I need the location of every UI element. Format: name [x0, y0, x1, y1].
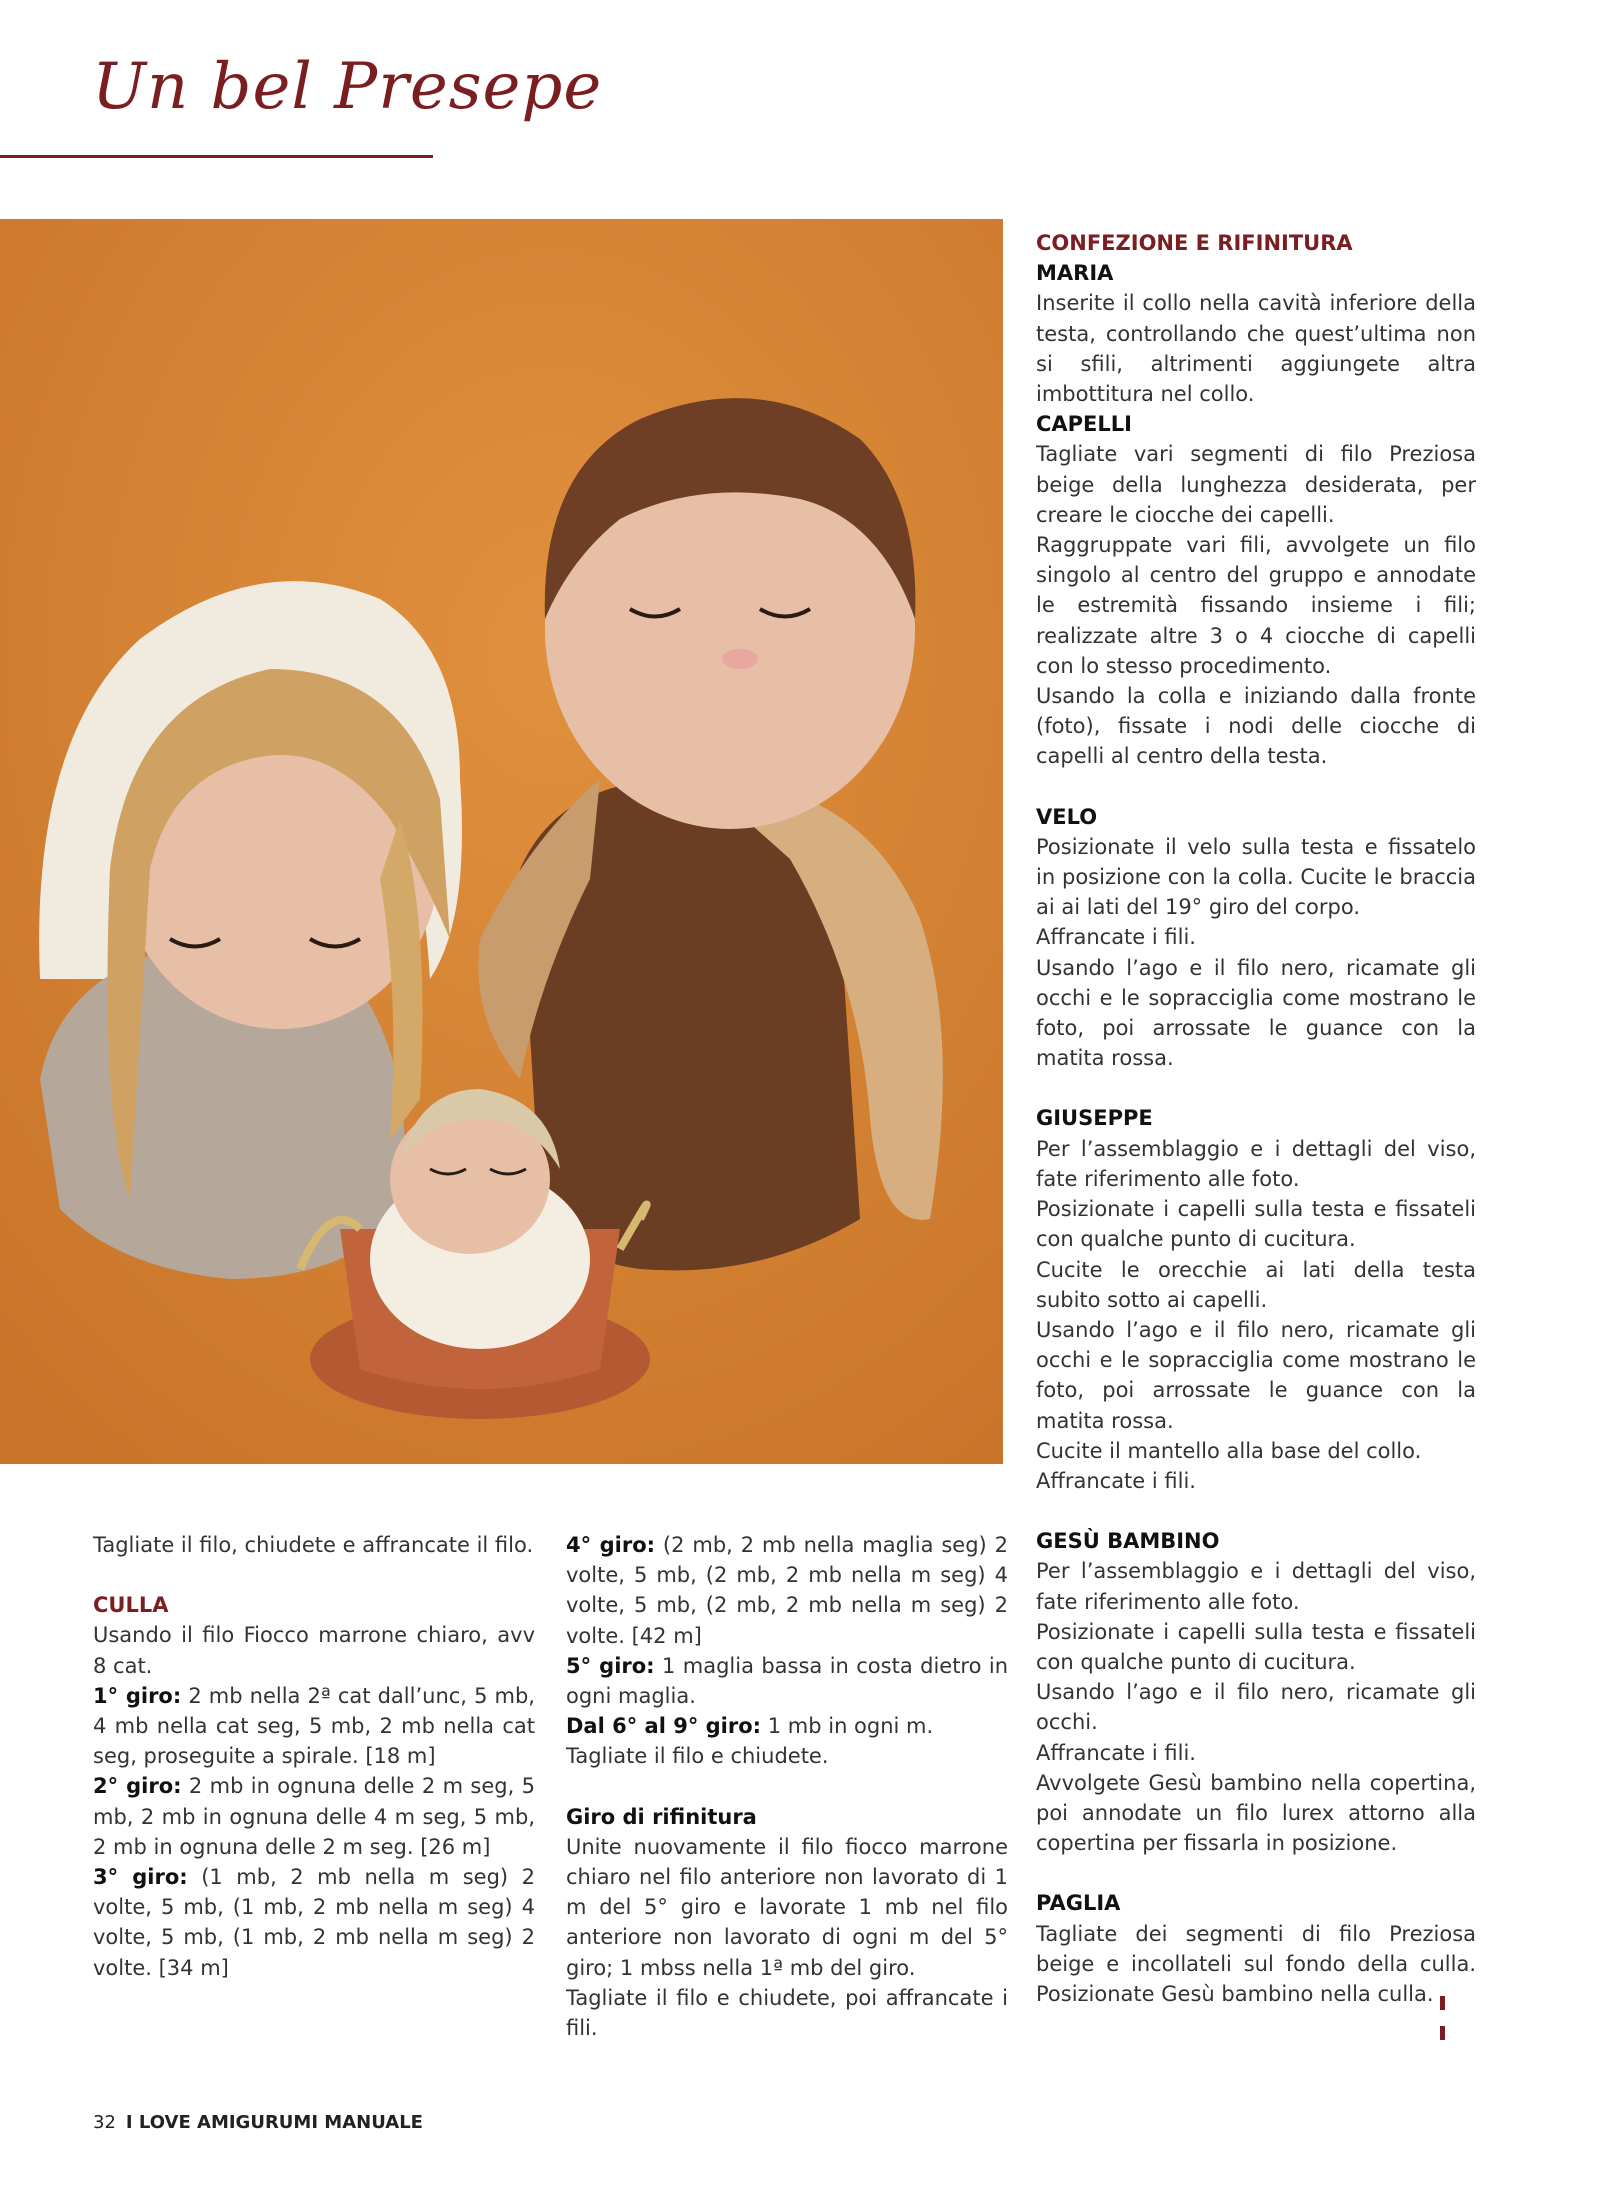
paglia-text: Tagliate dei segmenti di filo Preziosa beige e incollateli sul fondo della culla. Posizionate Gesù bambino nella culla.	[1036, 1921, 1476, 2006]
giuseppe-p1: Per l’assemblaggio e i dettagli del viso, fate riferimento alle foto.	[1036, 1136, 1476, 1191]
giuseppe-p3: Cucite le orecchie ai lati della testa subito sotto ai capelli.	[1036, 1257, 1476, 1312]
giro4-text: (2 mb, 2 mb nella maglia seg) 2 volte, 5 mb, (2 mb, 2 mb nella m seg) 4 volte, 5 mb, (2 mb, 2 mb nella m seg) 2 volte. [42 m]	[566, 1533, 1008, 1648]
capelli-heading: CAPELLI	[1036, 412, 1132, 437]
rifinitura-text: Unite nuovamente il filo fiocco marrone chiaro nel filo anteriore non lavorato di 1 m del 5° giro e lavorate 1 mb nel filo anteriore non lavorato di ogni m del 5° giro; 1 mbss nella 1ª mb del giro.	[566, 1834, 1008, 1980]
giro5-text: 1 maglia bassa in costa dietro in ogni maglia.	[566, 1653, 1008, 1709]
culla-heading: CULLA	[93, 1593, 169, 1618]
giro3-paragraph	[93, 1862, 535, 1983]
giuseppe-p4: Usando l’ago e il filo nero, ricamate gli occhi e le sopracciglia come mostrano le foto, poi arrossate le guance con la matita rossa.	[1036, 1317, 1476, 1433]
giuseppe-p6: Affrancate i fili.	[1036, 1468, 1196, 1493]
giro4-label: 4° giro:	[566, 1533, 656, 1557]
giro5-paragraph	[566, 1651, 1008, 1711]
velo-p3: Usando l’ago e il filo nero, ricamate gli occhi e le sopracciglia come mostrano le foto, poi arrossate le guance con la matita rossa.	[1036, 955, 1476, 1071]
maria-text: Inserite il collo nella cavità inferiore della testa, controllando che quest’ultima non si sfili, altrimenti aggiungete altra imbottitura nel collo.	[1036, 291, 1476, 407]
capelli-p1: Tagliate vari segmenti di filo Preziosa beige della lunghezza desiderata, per creare le ciocche dei capelli.	[1036, 442, 1476, 527]
giro2-label: 2° giro:	[93, 1774, 182, 1799]
right-column	[1036, 228, 1476, 2009]
giro6-text: 1 mb in ogni m.	[761, 1714, 934, 1739]
gesu-heading: GESÙ BAMBINO	[1036, 1529, 1220, 1554]
giro4-paragraph	[566, 1530, 1008, 1651]
giro5-label: 5° giro:	[566, 1653, 655, 1678]
nativity-illustration-icon	[0, 219, 1003, 1464]
culla-text: Usando il filo Fiocco marrone chiaro, avv 8 cat.	[93, 1623, 535, 1678]
title-underline	[0, 155, 433, 158]
gesu-p3: Usando l’ago e il filo nero, ricamate gli occhi.	[1036, 1680, 1476, 1735]
giro3-label: 3° giro:	[93, 1865, 188, 1890]
gesu-p4: Affrancate i fili.	[1036, 1740, 1196, 1765]
capelli-p3: Usando la colla e iniziando dalla fronte (foto), fissate i nodi delle ciocche di capelli al centro della testa.	[1036, 684, 1476, 769]
maria-heading: MARIA	[1036, 261, 1114, 286]
giro6-paragraph	[566, 1711, 1008, 1741]
gesu-p1: Per l’assemblaggio e i dettagli del viso, fate riferimento alle foto.	[1036, 1559, 1476, 1614]
nativity-photo	[0, 219, 1003, 1464]
velo-heading: VELO	[1036, 804, 1098, 829]
giro2-paragraph	[93, 1771, 535, 1862]
page-title: Un bel Presepe	[92, 50, 603, 124]
gesu-p2: Posizionate i capelli sulla testa e fissateli con qualche punto di cucitura.	[1036, 1619, 1476, 1674]
gesu-p5: Avvolgete Gesù bambino nella copertina, poi annodate un filo lurex attorno alla copertina per fissarla in posizione.	[1036, 1770, 1476, 1856]
section-title: CONFEZIONE E RIFINITURA	[1036, 231, 1353, 255]
giro1-paragraph	[93, 1681, 535, 1772]
publication-name: I LOVE AMIGURUMI MANUALE	[125, 2112, 423, 2133]
left-column	[93, 1530, 535, 1983]
capelli-p2: Raggruppate vari fili, avvolgete un filo singolo al centro del gruppo e annodate le estremità fissando insieme i fili; realizzate altre 3 o 4 ciocche di capelli con lo stesso procedimento.	[1036, 533, 1476, 678]
middle-column	[566, 1530, 1008, 2043]
giro2-text: 2 mb in ognuna delle 2 m seg, 5 mb, 2 mb in ognuna delle 4 m seg, 5 mb, 2 mb in ognuna delle 2 m seg. [26 m]	[93, 1774, 535, 1859]
giro1-text: 2 mb nella 2ª cat dall’unc, 5 mb, 4 mb nella cat seg, 5 mb, 2 mb nella cat seg, proseguite a spirale. [18 m]	[93, 1683, 535, 1769]
giro6-after: Tagliate il filo e chiudete.	[566, 1744, 829, 1769]
page-number: 32	[93, 2112, 116, 2133]
rifinitura-heading: Giro di rifinitura	[566, 1804, 757, 1829]
intro-text: Tagliate il filo, chiudete e affrancate il filo.	[93, 1533, 534, 1557]
giro6-label: Dal 6° al 9° giro:	[566, 1714, 762, 1739]
giro1-label: 1° giro:	[93, 1683, 182, 1708]
paglia-heading: PAGLIA	[1036, 1891, 1121, 1916]
velo-p2: Affrancate i fili.	[1036, 925, 1196, 950]
paglia-paragraph	[1036, 1919, 1476, 2010]
giuseppe-heading: GIUSEPPE	[1036, 1106, 1153, 1131]
giuseppe-p2: Posizionate i capelli sulla testa e fissateli con qualche punto di cucitura.	[1036, 1197, 1476, 1252]
page-footer	[93, 2112, 423, 2133]
giuseppe-p5: Cucite il mantello alla base del collo.	[1036, 1438, 1422, 1463]
velo-p1: Posizionate il velo sulla testa e fissatelo in posizione con la colla. Cucite le braccia ai ai lati del 19° giro del corpo.	[1036, 834, 1476, 920]
giro3-text: (1 mb, 2 mb nella m seg) 2 volte, 5 mb, (1 mb, 2 mb nella m seg) 4 volte, 5 mb, (1 mb, 2 mb nella m seg) 2 volte. [34 m]	[93, 1865, 535, 1980]
rifinitura-end: Tagliate il filo e chiudete, poi affrancate i fili.	[566, 1985, 1008, 2041]
end-mark-icon	[1440, 1988, 1454, 2002]
